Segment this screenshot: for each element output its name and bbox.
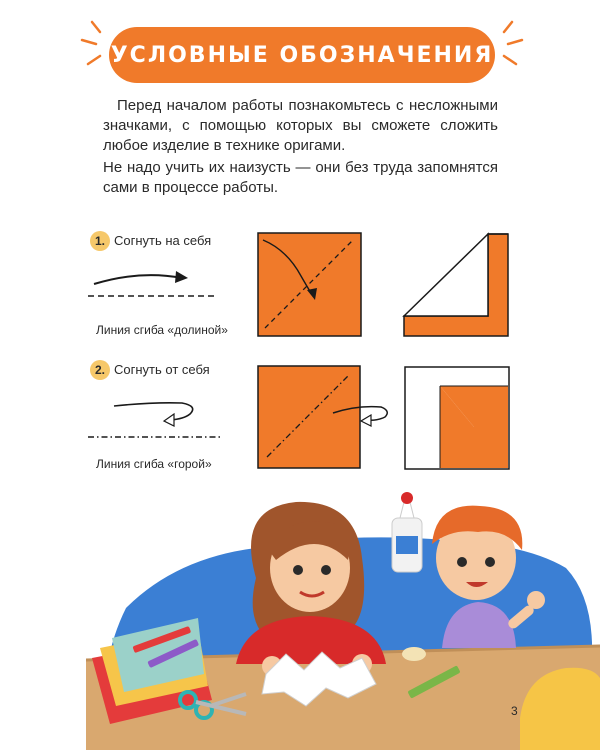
step-1-label: Согнуть на себя	[114, 233, 212, 248]
step-2-badge	[90, 360, 110, 380]
fold-arrow-icon	[90, 266, 200, 288]
intro-paragraph-1: Перед началом работы познакомьтесь с несложными значками, с помощью которых вы сможете сложить любое изделие в технике оригами.	[103, 97, 498, 154]
title-banner	[109, 27, 495, 83]
step-1-badge	[90, 231, 110, 251]
step-1-square-diagram	[257, 232, 362, 337]
step-2-folded-diagram	[404, 366, 510, 470]
mountain-fold-line	[88, 433, 220, 441]
banner-sparkles-left	[78, 20, 108, 70]
step-2-square-diagram	[257, 365, 397, 469]
banner-sparkles-right	[496, 20, 526, 70]
step-2-number: 2.	[94, 363, 105, 377]
step-2-line-caption: Линия сгиба «горой»	[96, 457, 212, 471]
valley-fold-line	[88, 292, 214, 300]
curved-loop-arrow-icon	[112, 394, 200, 428]
step-2-label: Согнуть от себя	[114, 362, 210, 377]
page-number: 3	[511, 704, 518, 718]
step-1-number: 1.	[94, 234, 105, 248]
page-title: УСЛОВНЫЕ ОБОЗНАЧЕНИЯ	[110, 42, 494, 68]
intro-paragraph-2: Не надо учить их наизусть — они без труда запомнятся сами в процессе работы.	[103, 159, 498, 196]
step-1-line-caption: Линия сгиба «долиной»	[96, 323, 228, 337]
kids-origami-illustration	[86, 488, 600, 750]
step-1-folded-diagram	[402, 232, 510, 338]
